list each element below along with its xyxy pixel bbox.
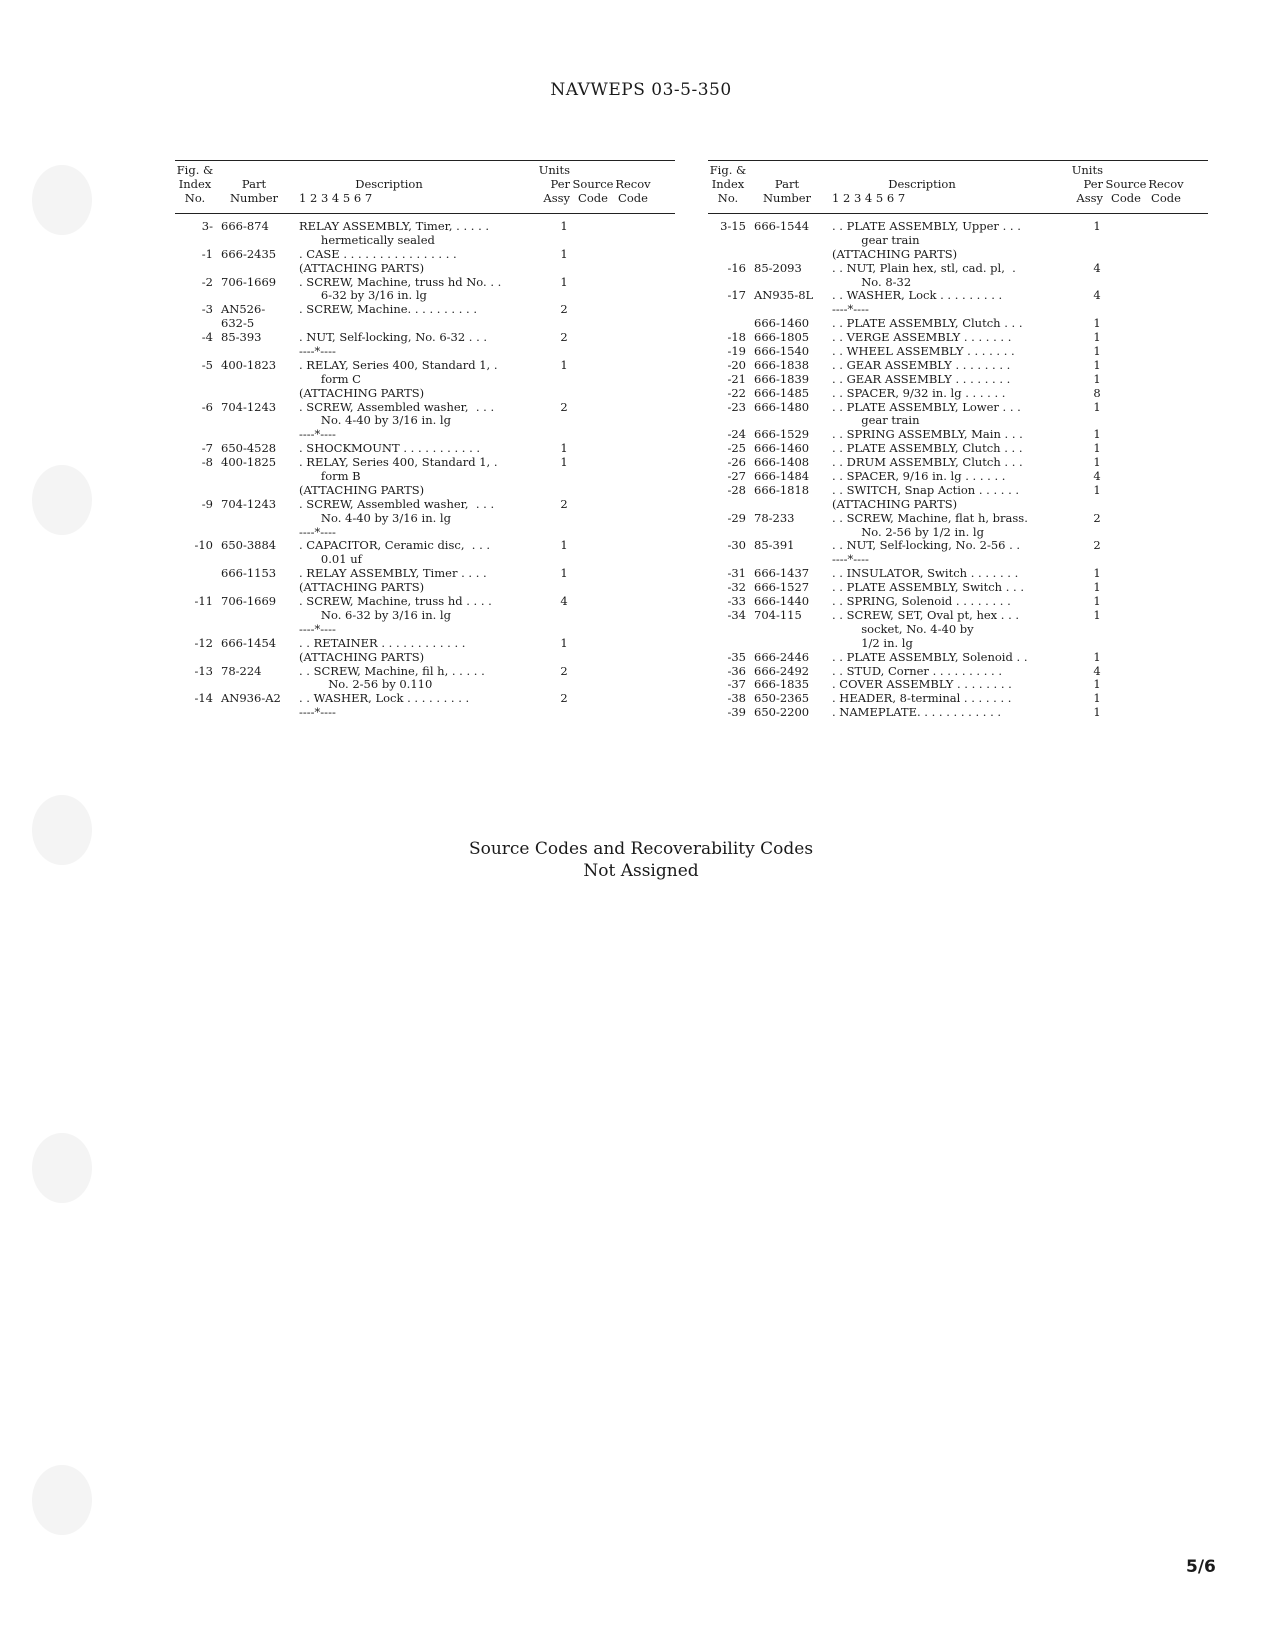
table-row xyxy=(708,581,1208,595)
table-row xyxy=(175,526,675,540)
index-cell: -8 xyxy=(201,455,213,470)
part-number-cell: 666-1454 xyxy=(221,635,277,650)
units-cell: 1 xyxy=(560,219,568,233)
description-cell: (ATTACHING PARTS) xyxy=(299,260,425,275)
table-row xyxy=(708,553,1208,567)
index-cell: -23 xyxy=(727,399,746,414)
table-row xyxy=(175,220,675,234)
description-cell: hermetically sealed xyxy=(299,232,435,247)
description-cell: . . GEAR ASSEMBLY . . . . . . . . xyxy=(832,357,1011,372)
part-number-cell: 666-1153 xyxy=(221,566,277,581)
table-row xyxy=(708,248,1208,262)
units-cell: 1 xyxy=(1093,455,1101,470)
description-cell: ----*---- xyxy=(299,621,336,636)
index-cell: 3-15 xyxy=(720,219,746,233)
units-cell: 1 xyxy=(560,246,568,261)
units-cell: 2 xyxy=(560,399,568,414)
index-cell: -37 xyxy=(727,677,746,692)
description-cell: . NAMEPLATE. . . . . . . . . . . . xyxy=(832,705,1002,720)
index-cell: -14 xyxy=(194,691,213,706)
part-number-cell: 666-1480 xyxy=(754,399,810,414)
units-cell: 1 xyxy=(1093,399,1101,414)
page-number: 5/6 xyxy=(1186,1557,1216,1577)
part-number-cell: 666-1460 xyxy=(754,316,810,331)
table-row xyxy=(175,289,675,303)
part-number-cell: 650-2365 xyxy=(754,691,810,706)
units-cell: 1 xyxy=(560,538,568,553)
table-row xyxy=(175,276,675,290)
header-description: Description xyxy=(355,177,423,191)
description-cell: . . SCREW, Machine, flat h, brass. xyxy=(832,510,1028,525)
part-number-cell: 78-233 xyxy=(754,510,795,525)
description-cell: 0.01 uf xyxy=(299,552,362,567)
description-cell: . . GEAR ASSEMBLY . . . . . . . . xyxy=(832,371,1011,386)
table-row xyxy=(175,539,675,553)
table-row xyxy=(175,456,675,470)
index-cell: 3- xyxy=(201,219,213,233)
description-cell: . NUT, Self-locking, No. 6-32 . . . xyxy=(299,330,488,345)
index-cell: -39 xyxy=(727,705,746,720)
header-indent-levels: 1 2 3 4 5 6 7 xyxy=(299,191,373,205)
units-cell: 4 xyxy=(1093,288,1101,303)
part-number-cell: 666-1485 xyxy=(754,385,810,400)
part-number-cell: 666-1835 xyxy=(754,677,810,692)
part-number-cell: 78-224 xyxy=(221,663,262,678)
table-row xyxy=(708,623,1208,637)
units-cell: 1 xyxy=(1093,705,1101,720)
table-header xyxy=(708,160,1208,214)
part-number-cell: 666-1805 xyxy=(754,330,810,345)
units-cell: 1 xyxy=(1093,580,1101,595)
description-cell: . SCREW, Machine, truss hd No. . . xyxy=(299,274,502,289)
description-cell: gear train xyxy=(832,413,920,428)
table-row xyxy=(708,414,1208,428)
part-number-cell: 666-1839 xyxy=(754,371,810,386)
description-cell: . . PLATE ASSEMBLY, Upper . . . xyxy=(832,219,1021,233)
codes-note-line2: Not Assigned xyxy=(583,861,699,881)
units-cell: 1 xyxy=(1093,330,1101,345)
units-cell: 2 xyxy=(1093,538,1101,553)
index-cell: -20 xyxy=(727,357,746,372)
part-number-cell: 666-1527 xyxy=(754,580,810,595)
index-cell: -26 xyxy=(727,455,746,470)
description-cell: ----*---- xyxy=(299,344,336,359)
description-cell: . SCREW, Machine, truss hd . . . . xyxy=(299,594,492,609)
table-row xyxy=(708,276,1208,290)
punch-hole xyxy=(32,1133,92,1203)
units-cell: 1 xyxy=(1093,607,1101,622)
table-row xyxy=(175,442,675,456)
description-cell: . COVER ASSEMBLY . . . . . . . . xyxy=(832,677,1012,692)
units-cell: 1 xyxy=(1093,649,1101,664)
part-number-cell: 666-1529 xyxy=(754,427,810,442)
table-row xyxy=(175,470,675,484)
description-cell: . RELAY ASSEMBLY, Timer . . . . xyxy=(299,566,487,581)
table-row xyxy=(175,303,675,317)
units-cell: 1 xyxy=(560,441,568,456)
description-cell: (ATTACHING PARTS) xyxy=(832,496,958,511)
index-cell: -28 xyxy=(727,482,746,497)
description-cell: No. 4-40 by 3/16 in. lg xyxy=(299,510,451,525)
index-cell: -6 xyxy=(201,399,213,414)
table-row xyxy=(708,678,1208,692)
table-row xyxy=(708,262,1208,276)
part-number-cell: 85-393 xyxy=(221,330,262,345)
units-cell: 1 xyxy=(1093,566,1101,581)
description-cell: No. 8-32 xyxy=(832,274,912,289)
table-row xyxy=(175,331,675,345)
part-number-cell: 666-1460 xyxy=(754,441,810,456)
table-row xyxy=(708,637,1208,651)
index-cell: -30 xyxy=(727,538,746,553)
header-recov-code: Recov Code xyxy=(1148,177,1184,205)
header-index: Fig. & Index No. xyxy=(176,163,214,205)
description-cell: . SCREW, Assembled washer, . . . xyxy=(299,496,495,511)
description-cell: No. 6-32 by 3/16 in. lg xyxy=(299,607,451,622)
header-part-number: Part Number xyxy=(762,177,812,205)
table-row xyxy=(708,359,1208,373)
units-cell: 1 xyxy=(1093,677,1101,692)
description-cell: . . SCREW, SET, Oval pt, hex . . . xyxy=(832,607,1020,622)
description-cell: (ATTACHING PARTS) xyxy=(299,580,425,595)
table-row xyxy=(708,484,1208,498)
index-cell: -32 xyxy=(727,580,746,595)
description-cell: . . NUT, Plain hex, stl, cad. pl, . xyxy=(832,260,1016,275)
description-cell: . . PLATE ASSEMBLY, Clutch . . . xyxy=(832,316,1023,331)
table-row xyxy=(708,539,1208,553)
table-row xyxy=(708,595,1208,609)
codes-note xyxy=(0,838,1282,882)
description-cell: ----*---- xyxy=(832,552,869,567)
index-cell: -3 xyxy=(201,302,213,317)
units-cell: 1 xyxy=(1093,357,1101,372)
index-cell: -31 xyxy=(727,566,746,581)
units-cell: 1 xyxy=(1093,594,1101,609)
units-cell: 1 xyxy=(1093,482,1101,497)
index-cell: -10 xyxy=(194,538,213,553)
description-cell: . . VERGE ASSEMBLY . . . . . . . xyxy=(832,330,1012,345)
table-body xyxy=(175,214,675,720)
table-row xyxy=(175,609,675,623)
header-units: Units Per Assy xyxy=(538,163,570,205)
description-cell: (ATTACHING PARTS) xyxy=(299,649,425,664)
table-row xyxy=(175,234,675,248)
part-number-cell: 400-1825 xyxy=(221,455,277,470)
table-row xyxy=(708,442,1208,456)
table-row xyxy=(708,428,1208,442)
table-row xyxy=(708,665,1208,679)
description-cell: . . SCREW, Machine, fil h, . . . . . xyxy=(299,663,485,678)
part-number-cell: 666-1544 xyxy=(754,219,810,233)
table-row xyxy=(708,345,1208,359)
punch-hole xyxy=(32,165,92,235)
table-row xyxy=(708,706,1208,720)
table-row xyxy=(708,609,1208,623)
units-cell: 8 xyxy=(1093,385,1101,400)
part-number-cell: 666-1484 xyxy=(754,469,810,484)
table-row xyxy=(175,414,675,428)
table-row xyxy=(175,401,675,415)
units-cell: 2 xyxy=(560,496,568,511)
table-row xyxy=(708,303,1208,317)
description-cell: 6-32 by 3/16 in. lg xyxy=(299,288,427,303)
description-cell: ----*---- xyxy=(299,524,336,539)
index-cell: -19 xyxy=(727,344,746,359)
table-body xyxy=(708,214,1208,720)
index-cell: -33 xyxy=(727,594,746,609)
header-indent-levels: 1 2 3 4 5 6 7 xyxy=(832,191,906,205)
index-cell: -5 xyxy=(201,357,213,372)
units-cell: 2 xyxy=(1093,510,1101,525)
part-number-cell: 706-1669 xyxy=(221,274,277,289)
table-row xyxy=(175,345,675,359)
header-index: Fig. & Index No. xyxy=(709,163,747,205)
table-row xyxy=(708,401,1208,415)
description-cell: . . DRUM ASSEMBLY, Clutch . . . xyxy=(832,455,1023,470)
description-cell: . RELAY, Series 400, Standard 1, . xyxy=(299,357,498,372)
index-cell: -21 xyxy=(727,371,746,386)
index-cell: -16 xyxy=(727,260,746,275)
description-cell: . . SPACER, 9/16 in. lg . . . . . . xyxy=(832,469,1006,484)
description-cell: . . WHEEL ASSEMBLY . . . . . . . xyxy=(832,344,1015,359)
punch-hole xyxy=(32,1465,92,1535)
units-cell: 4 xyxy=(560,594,568,609)
part-number-cell: 650-3884 xyxy=(221,538,277,553)
part-number-cell: 706-1669 xyxy=(221,594,277,609)
units-cell: 2 xyxy=(560,691,568,706)
part-number-cell: 85-391 xyxy=(754,538,795,553)
table-row xyxy=(708,317,1208,331)
part-number-cell: 650-4528 xyxy=(221,441,277,456)
table-row xyxy=(175,317,675,331)
index-cell: -13 xyxy=(194,663,213,678)
description-cell: . . SPRING ASSEMBLY, Main . . . xyxy=(832,427,1023,442)
units-cell: 2 xyxy=(560,302,568,317)
description-cell: . . PLATE ASSEMBLY, Lower . . . xyxy=(832,399,1021,414)
description-cell: RELAY ASSEMBLY, Timer, . . . . . xyxy=(299,219,490,233)
index-cell: -29 xyxy=(727,510,746,525)
table-row xyxy=(175,623,675,637)
table-row xyxy=(175,373,675,387)
description-cell: (ATTACHING PARTS) xyxy=(832,246,958,261)
units-cell: 1 xyxy=(560,455,568,470)
table-row xyxy=(708,234,1208,248)
description-cell: . . PLATE ASSEMBLY, Switch . . . xyxy=(832,580,1024,595)
units-cell: 1 xyxy=(1093,427,1101,442)
units-cell: 2 xyxy=(560,330,568,345)
description-cell: . . STUD, Corner . . . . . . . . . . xyxy=(832,663,1003,678)
table-row xyxy=(175,262,675,276)
table-row xyxy=(175,651,675,665)
punch-hole xyxy=(32,465,92,535)
header-source-code: Source Code xyxy=(1105,177,1147,205)
part-number-cell: 666-1540 xyxy=(754,344,810,359)
part-number-cell: 666-1818 xyxy=(754,482,810,497)
header-part-number: Part Number xyxy=(229,177,279,205)
units-cell: 1 xyxy=(1093,371,1101,386)
description-cell: . . RETAINER . . . . . . . . . . . . xyxy=(299,635,466,650)
table-row xyxy=(708,651,1208,665)
part-number-cell: 666-874 xyxy=(221,219,269,233)
part-number-cell: 85-2093 xyxy=(754,260,802,275)
units-cell: 1 xyxy=(1093,344,1101,359)
index-cell: -11 xyxy=(194,594,213,609)
table-row xyxy=(175,248,675,262)
part-number-cell: 666-2492 xyxy=(754,663,810,678)
part-number-cell: 704-115 xyxy=(754,607,802,622)
part-number-cell: 666-1408 xyxy=(754,455,810,470)
description-cell: . RELAY, Series 400, Standard 1, . xyxy=(299,455,498,470)
index-cell: -9 xyxy=(201,496,213,511)
table-row xyxy=(708,512,1208,526)
description-cell: . CAPACITOR, Ceramic disc, . . . xyxy=(299,538,491,553)
table-row xyxy=(175,359,675,373)
index-cell: -27 xyxy=(727,469,746,484)
units-cell: 1 xyxy=(1093,441,1101,456)
description-cell: . . NUT, Self-locking, No. 2-56 . . xyxy=(832,538,1021,553)
part-number-cell: AN935-8L xyxy=(754,288,814,303)
index-cell: -2 xyxy=(201,274,213,289)
table-row xyxy=(708,498,1208,512)
index-cell: -7 xyxy=(201,441,213,456)
units-cell: 1 xyxy=(1093,219,1101,233)
part-number-cell: AN936-A2 xyxy=(221,691,281,706)
description-cell: (ATTACHING PARTS) xyxy=(299,385,425,400)
table-row xyxy=(175,637,675,651)
units-cell: 2 xyxy=(560,663,568,678)
description-cell: . . PLATE ASSEMBLY, Clutch . . . xyxy=(832,441,1023,456)
part-number-cell: 666-1838 xyxy=(754,357,810,372)
table-row xyxy=(175,484,675,498)
part-number-cell: 400-1823 xyxy=(221,357,277,372)
description-cell: socket, No. 4-40 by xyxy=(832,621,974,636)
table-row xyxy=(175,692,675,706)
units-cell: 4 xyxy=(1093,663,1101,678)
index-cell: -24 xyxy=(727,427,746,442)
description-cell: No. 2-56 by 0.110 xyxy=(299,677,433,692)
index-cell: -17 xyxy=(727,288,746,303)
description-cell: No. 4-40 by 3/16 in. lg xyxy=(299,413,451,428)
units-cell: 4 xyxy=(1093,469,1101,484)
table-row xyxy=(708,526,1208,540)
document-title: NAVWEPS 03-5-350 xyxy=(550,80,732,100)
table-row xyxy=(175,553,675,567)
index-cell: -38 xyxy=(727,691,746,706)
table-row xyxy=(708,373,1208,387)
index-cell: -1 xyxy=(201,246,213,261)
description-cell: gear train xyxy=(832,232,920,247)
units-cell: 1 xyxy=(560,274,568,289)
header-source-code: Source Code xyxy=(572,177,614,205)
table-row xyxy=(175,581,675,595)
header-recov-code: Recov Code xyxy=(615,177,651,205)
table-row xyxy=(175,387,675,401)
part-number-cell: AN526- xyxy=(221,302,266,317)
description-cell: No. 2-56 by 1/2 in. lg xyxy=(832,524,984,539)
index-cell: -18 xyxy=(727,330,746,345)
table-row xyxy=(175,498,675,512)
header-description: Description xyxy=(888,177,956,191)
parts-table-right xyxy=(708,160,1208,720)
table-row xyxy=(175,678,675,692)
part-number-cell: 632-5 xyxy=(221,316,255,331)
description-cell: . . WASHER, Lock . . . . . . . . . xyxy=(299,691,470,706)
part-number-cell: 666-2435 xyxy=(221,246,277,261)
description-cell: . CASE . . . . . . . . . . . . . . . . xyxy=(299,246,457,261)
table-row xyxy=(175,595,675,609)
description-cell: . . WASHER, Lock . . . . . . . . . xyxy=(832,288,1003,303)
units-cell: 4 xyxy=(1093,260,1101,275)
description-cell: . . SPACER, 9/32 in. lg . . . . . . xyxy=(832,385,1006,400)
part-number-cell: 666-1437 xyxy=(754,566,810,581)
description-cell: . . SWITCH, Snap Action . . . . . . xyxy=(832,482,1020,497)
table-row xyxy=(175,428,675,442)
units-cell: 1 xyxy=(560,566,568,581)
table-row xyxy=(175,512,675,526)
table-row xyxy=(175,567,675,581)
description-cell: ----*---- xyxy=(832,302,869,317)
description-cell: . SHOCKMOUNT . . . . . . . . . . . xyxy=(299,441,481,456)
index-cell: -35 xyxy=(727,649,746,664)
codes-note-line1: Source Codes and Recoverability Codes xyxy=(468,839,814,859)
table-row xyxy=(708,470,1208,484)
units-cell: 1 xyxy=(560,357,568,372)
description-cell: form B xyxy=(299,469,361,484)
table-row xyxy=(708,387,1208,401)
description-cell: . . INSULATOR, Switch . . . . . . . xyxy=(832,566,1019,581)
index-cell: -22 xyxy=(727,385,746,400)
part-number-cell: 666-2446 xyxy=(754,649,810,664)
part-number-cell: 704-1243 xyxy=(221,399,277,414)
table-row xyxy=(708,331,1208,345)
table-row xyxy=(175,665,675,679)
index-cell: -25 xyxy=(727,441,746,456)
parts-table-left xyxy=(175,160,675,720)
table-row xyxy=(708,289,1208,303)
description-cell: ----*---- xyxy=(299,427,336,442)
description-cell: form C xyxy=(299,371,361,386)
table-row xyxy=(175,706,675,720)
table-row xyxy=(708,456,1208,470)
units-cell: 1 xyxy=(560,635,568,650)
description-cell: ----*---- xyxy=(299,705,336,720)
description-cell: 1/2 in. lg xyxy=(832,635,913,650)
table-row xyxy=(708,220,1208,234)
table-row xyxy=(708,692,1208,706)
description-cell: . SCREW, Machine. . . . . . . . . . xyxy=(299,302,477,317)
part-number-cell: 704-1243 xyxy=(221,496,277,511)
units-cell: 1 xyxy=(1093,691,1101,706)
units-cell: 1 xyxy=(1093,316,1101,331)
index-cell: -4 xyxy=(201,330,213,345)
description-cell: (ATTACHING PARTS) xyxy=(299,482,425,497)
description-cell: . . SPRING, Solenoid . . . . . . . . xyxy=(832,594,1011,609)
index-cell: -34 xyxy=(727,607,746,622)
part-number-cell: 650-2200 xyxy=(754,705,810,720)
description-cell: . . PLATE ASSEMBLY, Solenoid . . xyxy=(832,649,1028,664)
table-row xyxy=(708,567,1208,581)
description-cell: . HEADER, 8-terminal . . . . . . . xyxy=(832,691,1012,706)
description-cell: . SCREW, Assembled washer, . . . xyxy=(299,399,495,414)
part-number-cell: 666-1440 xyxy=(754,594,810,609)
index-cell: -12 xyxy=(194,635,213,650)
table-header xyxy=(175,160,675,214)
header-units: Units Per Assy xyxy=(1071,163,1103,205)
index-cell: -36 xyxy=(727,663,746,678)
